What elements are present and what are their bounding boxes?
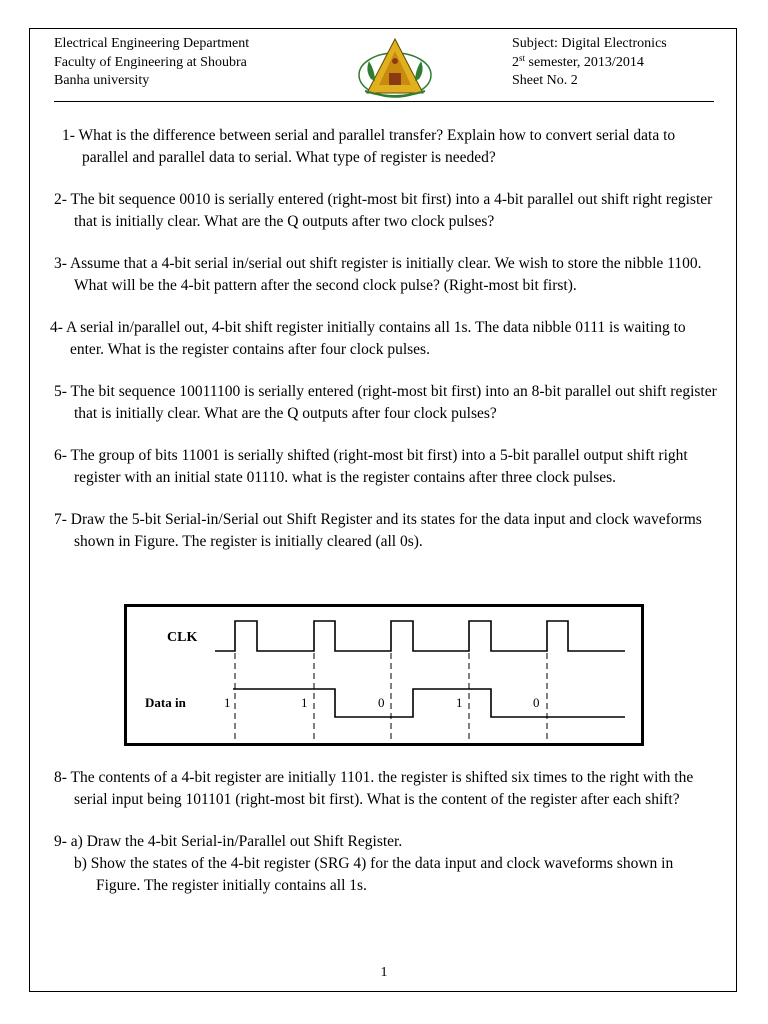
page-number: 1 (380, 965, 388, 980)
question-9b: b) Show the states of the 4-bit register (SRG 4) for the data input and clock waveforms shown in Figure. The register initially contains all 1s. (74, 855, 674, 894)
question-5: 5- The bit sequence 10011100 is serially entered (right-most bit first) into an 8-bit parallel out shift register that is initially clear. What are the Q outputs after four clock pulses? (54, 383, 717, 422)
clk-waveform (215, 621, 625, 651)
data-bit-4: 1 (456, 695, 463, 710)
timing-waveforms (127, 607, 641, 743)
clk-label: CLK (167, 630, 198, 645)
header-department: Electrical Engineering Department (54, 36, 250, 51)
data-bit-3: 0 (378, 695, 385, 710)
university-logo-icon (351, 35, 439, 101)
timing-diagram (124, 604, 644, 746)
header-sheet-number: Sheet No. 2 (512, 73, 578, 88)
page-frame (29, 28, 737, 992)
data-bit-2: 1 (301, 695, 308, 710)
question-6: 6- The group of bits 11001 is serially shifted (right-most bit first) into a 5-bit parallel output shift right register with an initial state 01110. what is the register contains after three clock pulses. (54, 447, 688, 486)
header-university: Banha university (54, 73, 150, 88)
question-2: 2- The bit sequence 0010 is serially entered (right-most bit first) into a 4-bit parallel out shift right register that is initially clear. What are the Q outputs after two clock pulses? (54, 191, 713, 230)
header-institution (54, 35, 249, 91)
data-bit-5: 0 (533, 695, 540, 710)
question-list-continued (54, 767, 718, 897)
data-in-label: Data in (145, 695, 186, 710)
question-3: 3- Assume that a 4-bit serial in/serial out shift register is initially clear. We wish to store the nibble 1100. What will be the 4-bit pattern after the second clock pulse? (Right-most bit first). (54, 255, 702, 294)
question-9 (54, 831, 718, 897)
clock-edge-markers (235, 653, 547, 743)
data-in-waveform (233, 689, 625, 717)
header-course-info (512, 35, 667, 91)
question-4: 4- A serial in/parallel out, 4-bit shift register initially contains all 1s. The data nibble 0111 is waiting to enter. What is the register contains after four clock pulses. (50, 319, 686, 358)
header-subject: Subject: Digital Electronics (512, 36, 667, 51)
data-bit-1: 1 (224, 695, 231, 710)
page-header (54, 35, 714, 101)
question-1: 1- What is the difference between serial and parallel transfer? Explain how to convert serial data to parallel and parallel data to serial. What type of register is needed? (62, 127, 676, 166)
question-9a: 9- a) Draw the 4-bit Serial-in/Parallel out Shift Register. (54, 833, 403, 850)
header-divider (54, 101, 714, 102)
question-list (50, 125, 718, 565)
header-faculty: Faculty of Engineering at Shoubra (54, 54, 247, 70)
question-7: 7- Draw the 5-bit Serial-in/Serial out Shift Register and its states for the data input and clock waveforms shown in Figure. The register is initially cleared (all 0s). (54, 511, 702, 550)
question-8: 8- The contents of a 4-bit register are initially 1101. the register is shifted six times to the right with the serial input being 101101 (right-most bit first). What is the content of the register after each shift? (54, 769, 694, 808)
university-logo (351, 35, 439, 101)
header-semester: 2st semester, 2013/2014 (512, 52, 644, 70)
